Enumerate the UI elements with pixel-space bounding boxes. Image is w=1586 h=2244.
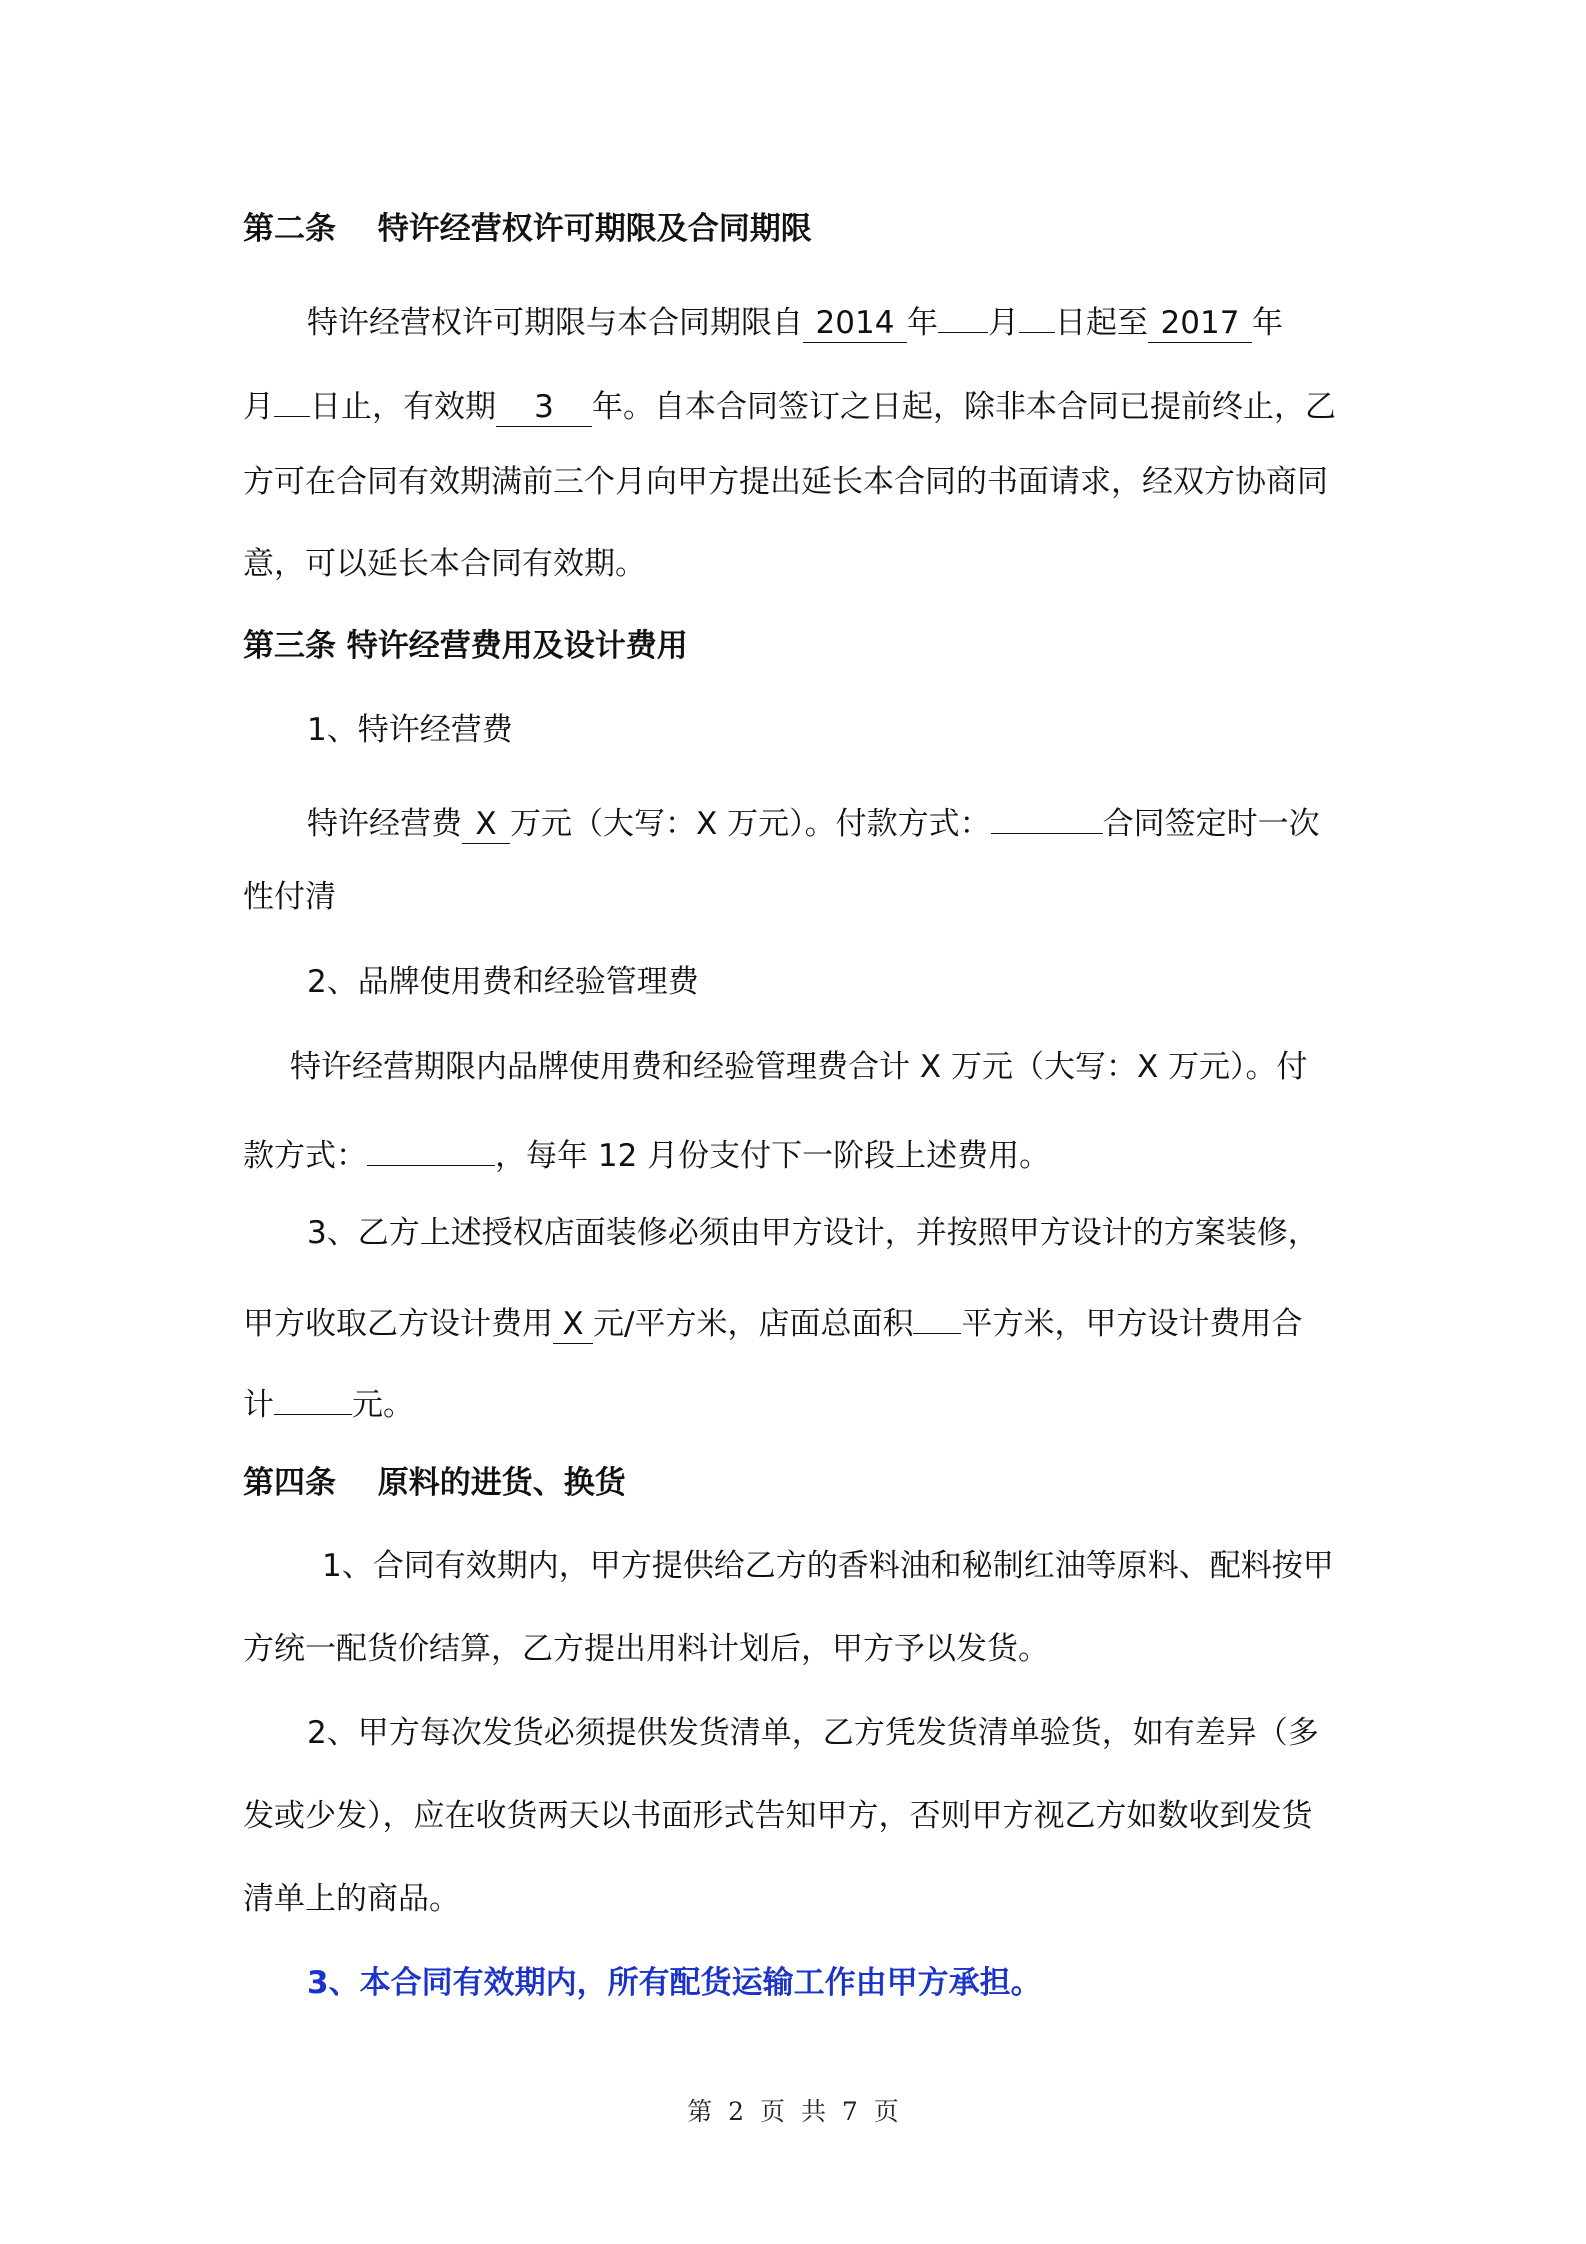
end-day-blank: [274, 380, 310, 417]
article-2-heading: 第二条 特许经营权许可期限及合同期限: [243, 211, 812, 247]
start-month-blank: [938, 296, 988, 333]
start-day-blank: [1019, 296, 1055, 333]
text: 年。自本合同签订之日起，除非本合同已提前终止，乙: [592, 389, 1336, 425]
store-area-blank: [913, 1297, 961, 1334]
article-4-item-2-line-2: 发或少发），应在收货两天以书面形式告知甲方，否则甲方视乙方如数收到发货: [243, 1798, 1313, 1834]
article-3-item-1-line-2: 性付清: [243, 879, 336, 915]
text: 年: [1252, 305, 1283, 341]
text: 合同签定时一次: [1102, 806, 1320, 842]
franchise-fee-field: X: [462, 807, 510, 844]
article-3-item-2-line-1: 特许经营期限内品牌使用费和经验管理费合计 X 万元（大写：X 万元）。付: [290, 1049, 1308, 1085]
text: 特许经营费: [307, 806, 462, 842]
page-footer: 第 2 页 共 7 页: [687, 2097, 899, 2126]
text: 甲方收取乙方设计费用: [243, 1306, 553, 1342]
article-4-item-3: 3、本合同有效期内，所有配货运输工作由甲方承担。: [307, 1965, 1042, 2001]
article-4-item-1-line-1: 1、合同有效期内，甲方提供给乙方的香料油和秘制红油等原料、配料按甲: [322, 1548, 1334, 1584]
text: 元/平方米，店面总面积: [593, 1306, 914, 1342]
article-4-item-2-line-3: 清单上的商品。: [243, 1881, 460, 1917]
article-2-line-3: 方可在合同有效期满前三个月向甲方提出延长本合同的书面请求，经双方协商同: [243, 464, 1328, 500]
start-year-field: 2014: [803, 306, 907, 343]
article-4-item-1-line-2: 方统一配货价结算，乙方提出用料计划后，甲方予以发货。: [243, 1631, 1049, 1667]
text: 月: [988, 305, 1019, 341]
text: 计: [243, 1387, 274, 1423]
article-3-item-3-line-3: [243, 1378, 414, 1426]
article-3-item-1-title: 1、特许经营费: [307, 712, 513, 748]
article-3-heading: 第三条 特许经营费用及设计费用: [243, 628, 688, 664]
article-2-line-1: [307, 296, 1283, 344]
text: 平方米，甲方设计费用合: [961, 1306, 1303, 1342]
article-3-item-2-title: 2、品牌使用费和经验管理费: [307, 964, 699, 1000]
article-4-heading: 第四条 原料的进货、换货: [243, 1465, 626, 1501]
text: 款方式：: [243, 1138, 367, 1174]
payment-method-blank-2: [367, 1129, 495, 1166]
article-3-item-1-line-1: [307, 797, 1320, 845]
text: 元。: [352, 1387, 414, 1423]
term-field: 3: [496, 390, 592, 427]
article-2-line-4: 意，可以延长本合同有效期。: [243, 546, 646, 582]
text: 日起至: [1055, 305, 1148, 341]
article-4-item-2-line-1: 2、甲方每次发货必须提供发货清单，乙方凭发货清单验货，如有差异（多: [307, 1715, 1319, 1751]
article-3-item-3-line-2: [243, 1297, 1302, 1345]
text: 年: [907, 305, 938, 341]
article-3-item-2-line-2: [243, 1129, 1050, 1177]
design-fee-total-blank: [274, 1378, 352, 1415]
text: 月: [243, 389, 274, 425]
text: 日止，有效期: [310, 389, 496, 425]
article-3-item-3-line-1: 3、乙方上述授权店面装修必须由甲方设计，并按照甲方设计的方案装修，: [307, 1215, 1319, 1251]
text: ，每年 12 月份支付下一阶段上述费用。: [495, 1138, 1051, 1174]
text: 万元（大写：X 万元）。付款方式：: [510, 806, 991, 842]
payment-method-blank: [991, 797, 1103, 834]
text: 特许经营权许可期限与本合同期限自: [307, 305, 803, 341]
design-fee-field: X: [553, 1307, 593, 1344]
end-year-field: 2017: [1148, 306, 1252, 343]
article-2-line-2: [243, 380, 1336, 428]
